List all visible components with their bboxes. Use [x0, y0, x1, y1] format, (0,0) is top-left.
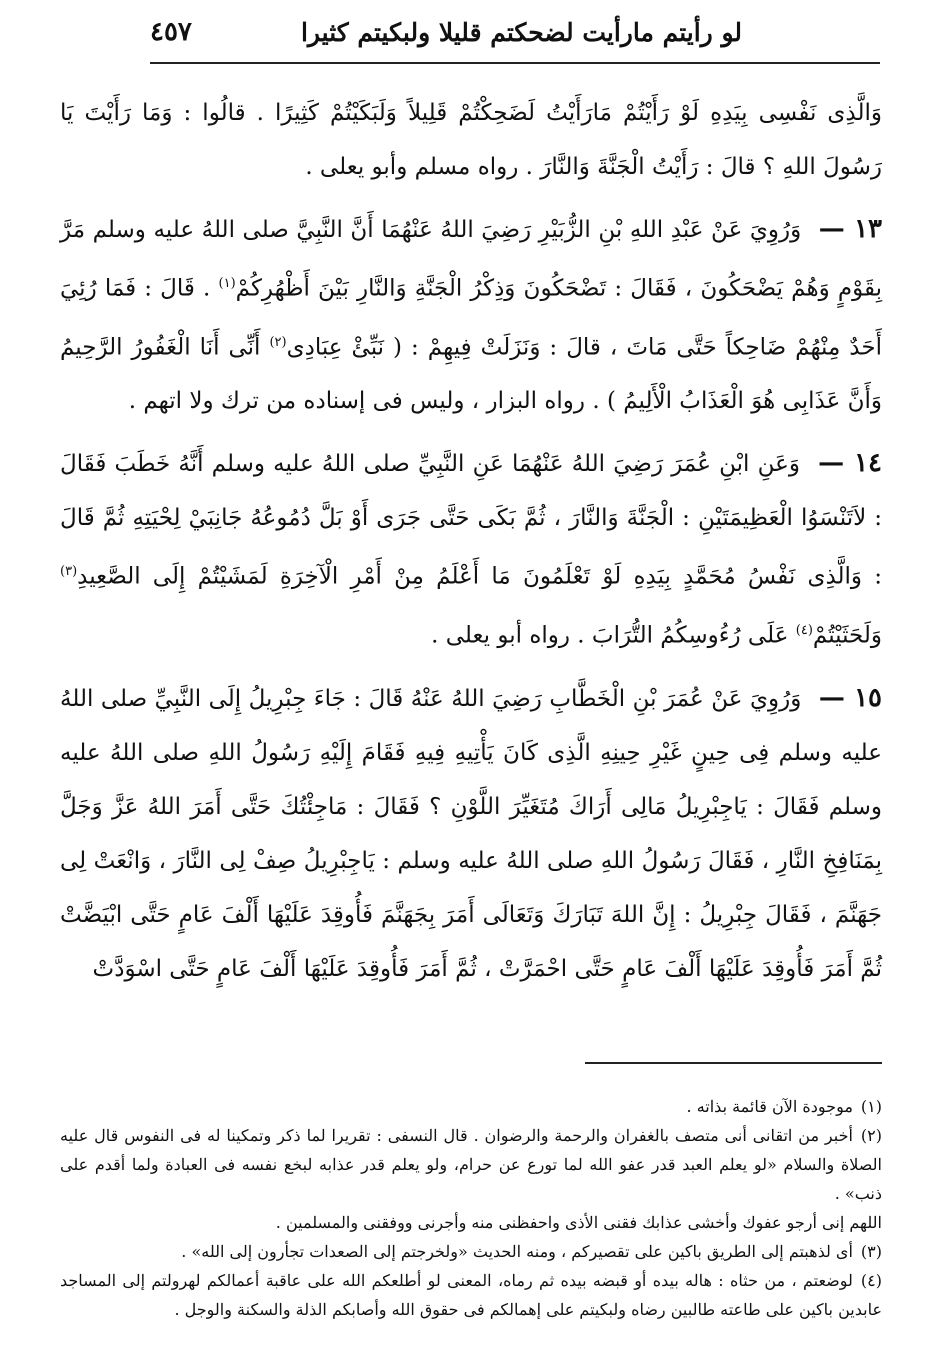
page-header — [150, 8, 742, 56]
footnote-rule — [585, 1062, 882, 1064]
main-text — [60, 86, 882, 996]
hadith-text: وَرُوِيَ عَنْ عُمَرَ بْنِ الْخَطَّابِ رَضِيَ اللهُ عَنْهُ قَالَ : جَاءَ جِبْرِيلُ إِلَى النَّبِيِّ صلى اللهُ عليه وسلم فِى حِينٍ غَيْرِ حِينِهِ الَّذِى كَانَ يَأْتِيهِ فِيهِ فَقَامَ إِلَيْهِ رَسُولُ اللهِ صلى اللهُ عليه وسلم فَقَالَ : يَاجِبْرِيلُ مَالِى أَرَاكَ مُتَغَيِّرَ اللَّوْنِ ؟ فَقَالَ : مَاجِئْتُكَ حَتَّى أَمَرَ اللهُ عَزَّ وَجَلَّ بِمَنَافِخِ النَّارِ ، فَقَالَ رَسُولُ اللهِ صلى اللهُ عليه وسلم : يَاجِبْرِيلُ صِفْ لِى النَّارَ ، وَانْعَتْ لِى جَهَنَّمَ ، فَقَالَ جِبْرِيلُ : إِنَّ اللهَ تَبَارَكَ وَتَعَالَى أَمَرَ بِجَهَنَّمَ فَأُوقِدَ عَلَيْهَا أَلْفَ عَامٍ حَتَّى ابْيَضَّتْ ثُمَّ أَمَرَ فَأُوقِدَ عَلَيْهَا أَلْفَ عَامٍ حَتَّى احْمَرَّتْ ، ثُمَّ أَمَرَ فَأُوقِدَ عَلَيْهَا أَلْفَ عَامٍ حَتَّى اسْوَدَّتْ — [60, 685, 882, 982]
footnote-ref: (٤) — [795, 622, 813, 638]
running-title: لو رأيتم مارأيت لضحكتم قليلا ولبكيتم كثيرا — [300, 17, 742, 47]
hadith-text-cont: وَلَحَثَيْتُمْ — [812, 622, 882, 649]
footnote-number: (٤) — [860, 1271, 882, 1290]
footnote-text: اللهم إنى أرجو عفوك وأخشى عذابك فقنى الأذى واحفظنى منه وأجرنى ووفقنى والمسلمين . — [275, 1213, 882, 1232]
footnote-2-prayer — [60, 1208, 882, 1237]
paragraph-1 — [60, 86, 882, 194]
hadith-text: وَعَنِ ابْنِ عُمَرَ رَضِيَ اللهُ عَنْهُمَا عَنِ النَّبِيِّ صلى اللهُ عليه وسلم أَنَّهُ خَطَبَ فَقَالَ : لاَتَنْسَوُا الْعَظِيمَتَيْنِ : الْجَنَّةَ وَالنَّارَ ، ثُمَّ بَكَى حَتَّى جَرَى أَوْ بَلَّ دُمُوعُهُ جَانِبَيْ لِحْيَتِهِ ثُمَّ قَالَ : وَالَّذِى نَفْسُ مُحَمَّدٍ بِيَدِهِ لَوْ تَعْلَمُونَ مَا أَعْلَمُ مِنْ أَمْرِ الْآخِرَةِ لَمَشَيْتُمْ إِلَى الصَّعِيدِ — [60, 451, 882, 590]
footnote-2 — [60, 1121, 882, 1208]
hadith-text-end: عَلَى رُءُوسِكُمُ التُّرَابَ . رواه أبو يعلى . — [431, 622, 789, 649]
hadith-text: وَرُوِيَ عَنْ عَبْدِ اللهِ بْنِ الزُّبَيْرِ رَضِيَ اللهُ عَنْهُمَا أَنَّ النَّبِيَّ صلى اللهُ عليه وسلم مَرَّ بِقَوْمٍ وَهُمْ يَضْحَكُونَ ، فَقَالَ : تَضْحَكُونَ وَذِكْرُ الْجَنَّةِ وَالنَّارِ بَيْنَ أَظْهُرِكُمْ — [60, 217, 883, 302]
hadith-number: ١٣ — — [818, 214, 883, 244]
footnote-ref: (١) — [218, 276, 236, 291]
footnote-text: أى لذهبتم إلى الطريق باكين على تقصيركم ، ومنه الحديث «ولخرجتم إلى الصعدات تجأرون إلى الله» . — [181, 1242, 853, 1261]
footnote-number: (٢) — [860, 1126, 883, 1145]
footnote-4 — [60, 1266, 882, 1324]
hadith-15 — [60, 671, 882, 996]
hadith-text-end: أَنِّى أَنَا الْغَفُورُ الرَّحِيمُ وَأَنَّ عَذَابِى هُوَ الْعَذَابُ الْأَلِيمُ ) . رواه البزار ، وليس فى إسناده من ترك ولا اتهم . — [60, 334, 882, 415]
footnote-number: (١) — [860, 1097, 882, 1116]
hadith-number: ١٤ — — [818, 448, 882, 479]
page-number: ٤٥٧ — [150, 17, 192, 47]
footnote-number: (٣) — [860, 1242, 882, 1261]
footnote-text: موجودة الآن قائمة بذاته . — [686, 1097, 853, 1116]
header-rule — [150, 62, 880, 64]
footnote-ref: (٢) — [269, 334, 287, 350]
hadith-13 — [60, 202, 882, 428]
footnote-ref: (٣) — [60, 564, 78, 580]
footnote-text: لوضعتم ، من حثاه : هاله بيده أو قبضه بيده ثم رماه، المعنى لو أطلعكم الله على عاقبة أعمالكم لهرولتم إلى المساجد عابدين باكين على طاعته طالبين رضاه ولبكيتم على إهمالكم فى حقوق الله وأصابكم الذلة والسكنة والوجل . — [60, 1271, 882, 1319]
hadith-text-cont: . قَالَ : فَمَا رُئِيَ أَحَدٌ مِنْهُمْ ضَاحِكاً حَتَّى مَاتَ ، قالَ : وَنَزَلَتْ فِيهِمْ : ( نَبِّئْ عِبَادِى — [60, 275, 882, 361]
footnote-1 — [60, 1092, 882, 1121]
footnote-3 — [60, 1237, 882, 1266]
footnotes — [60, 1092, 882, 1324]
hadith-number: ١٥ — — [818, 682, 882, 713]
footnote-text: أخبر من اتقانى أنى متصف بالغفران والرحمة والرضوان . قال النسفى : تقريرا لما ذكر وتمكينا له فى النفوس قال عليه الصلاة والسلام «لو يعلم العبد قدر عفو الله لما تورع عن حرام، ولو يعلم قدر عذابه لبخع نفسه فى العبادة ولما أقدم على ذنب» . — [60, 1126, 882, 1203]
hadith-14 — [60, 436, 882, 662]
paragraph-text: وَالَّذِى نَفْسِى بِيَدِهِ لَوْ رَأَيْتُمْ مَارَأَيْتُ لَضَحِكْتُمْ قَلِيلاً وَلَبَكَيْتُمْ كَثِيرًا . قالُوا : وَمَا رَأَيْتَ يَا رَسُولَ اللهِ ؟ قالَ : رَأَيْتُ الْجَنَّةَ وَالنَّارَ . رواه مسلم وأبو يعلى . — [60, 100, 882, 180]
